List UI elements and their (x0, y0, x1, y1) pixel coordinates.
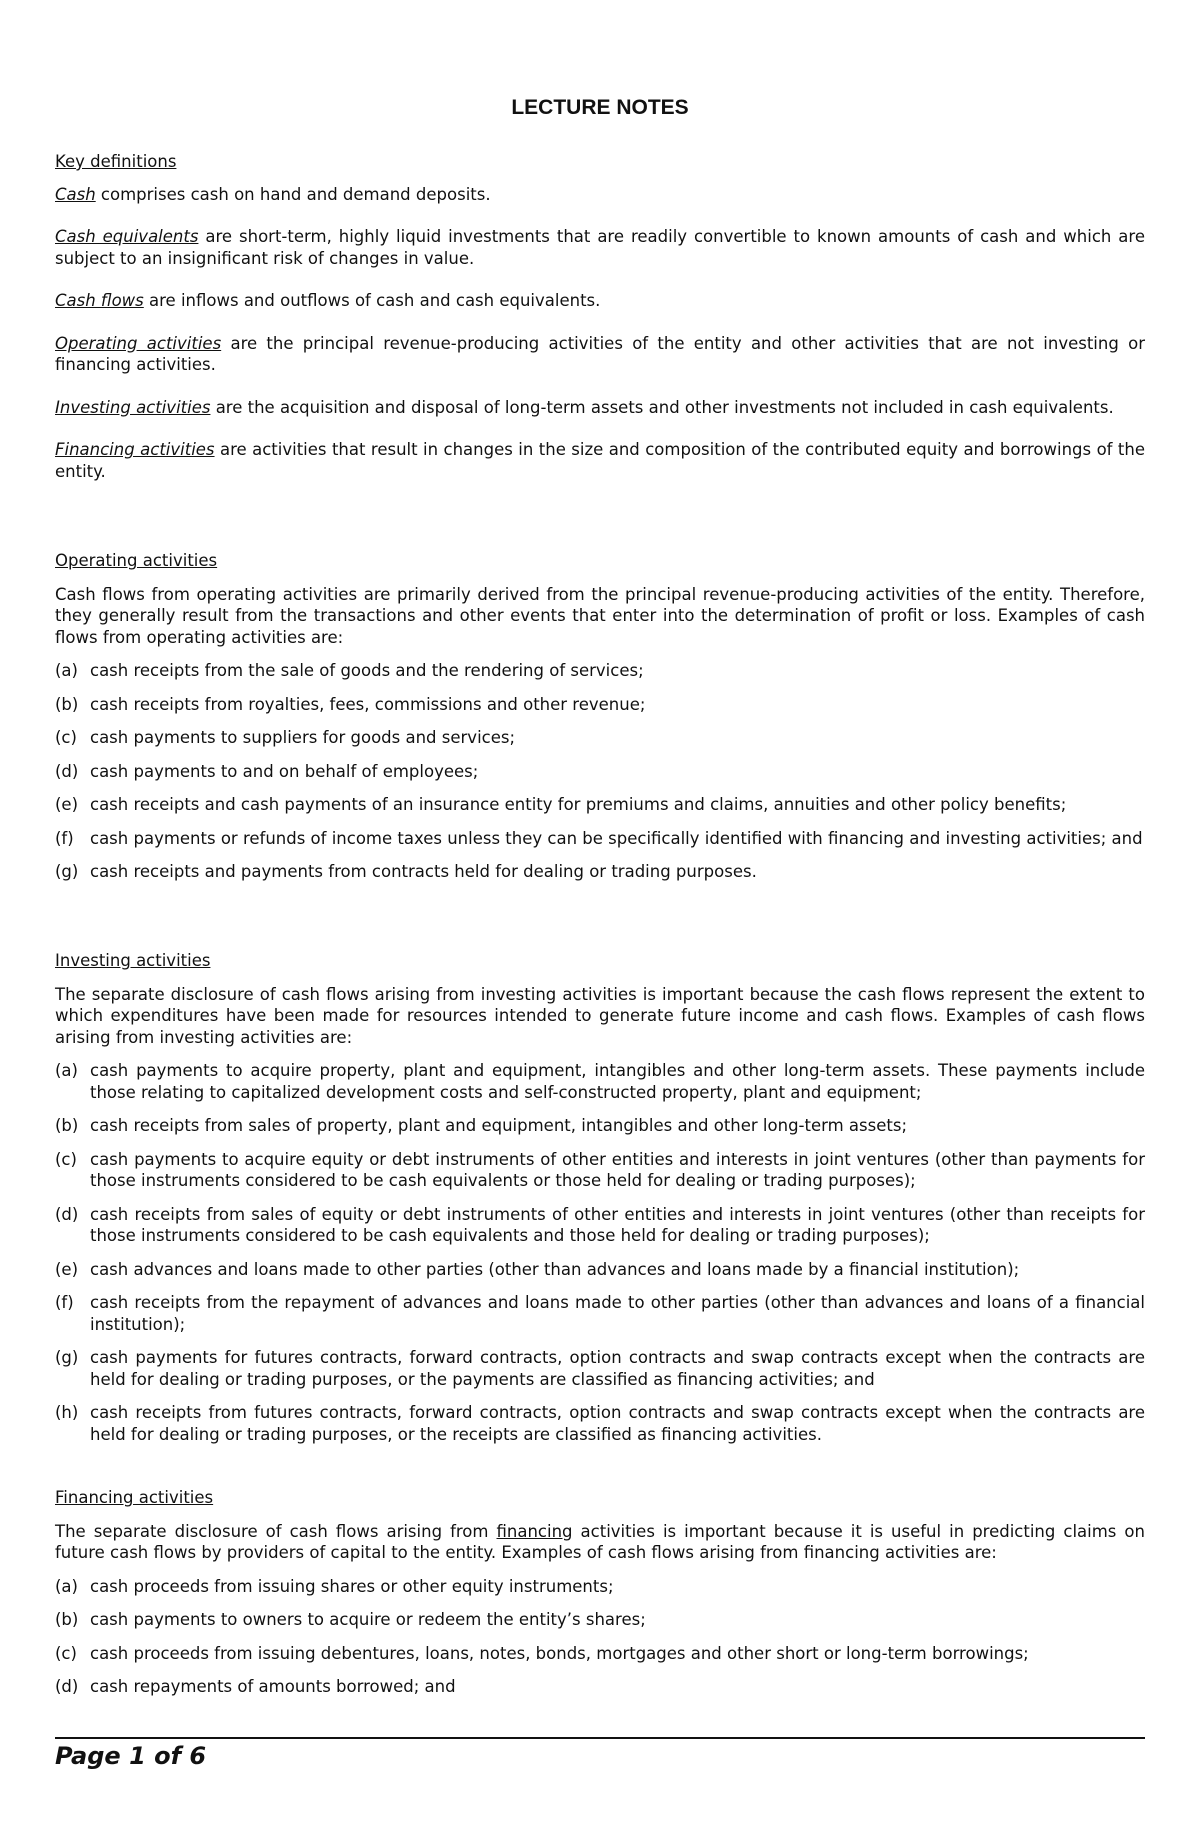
list-marker: (g) (55, 1348, 79, 1367)
list-item-text: cash payments to owners to acquire or redeem the entity’s shares; (90, 1610, 646, 1629)
list-marker: (d) (55, 761, 79, 781)
list-item-text: cash receipts from sales of equity or debt instruments of other entities and interests in joint ventures (other than receipts for those instruments considered to be cash equivalents and those held for dealing or trading purposes); (90, 1204, 1145, 1245)
list-marker: (d) (55, 1204, 79, 1224)
list-item (55, 1115, 1145, 1137)
financing-link: financing (496, 1521, 573, 1541)
list-marker: (c) (55, 728, 77, 747)
definition-term: Cash equivalents (55, 227, 199, 246)
list-item (55, 1576, 1145, 1598)
financing-activities-heading: Financing activities (55, 1488, 214, 1507)
investing-intro: The separate disclosure of cash flows arising from investing activities is important because the cash flows represent the extent to which expenditures have been made for resources intended to generate future income and cash flows. Examples of cash flows arising from investing activities are: (55, 984, 1145, 1047)
list-item (55, 1149, 1145, 1192)
list-item-text: cash receipts from royalties, fees, commissions and other revenue; (90, 694, 646, 714)
definition-cash-flows (55, 290, 1145, 312)
list-item-text: cash payments to acquire property, plant and equipment, intangibles and other long-term assets. These payments include those relating to capitalized development costs and self-constructed property, plant and equipment; (90, 1061, 1145, 1102)
key-definitions-section (55, 151, 1145, 482)
footer-rule (55, 1737, 1145, 1739)
definition-term: Cash flows (55, 291, 144, 310)
list-item-text: cash receipts from sales of property, plant and equipment, intangibles and other long-term assets; (90, 1116, 908, 1135)
key-definitions-heading: Key definitions (55, 152, 177, 171)
list-item (55, 794, 1145, 816)
list-marker: (h) (55, 1403, 79, 1422)
list-marker: (b) (55, 1116, 79, 1135)
list-marker: (a) (55, 1576, 78, 1596)
operating-list (55, 660, 1145, 883)
definition-text: are the acquisition and disposal of long-term assets and other investments not included in cash equivalents. (210, 397, 1114, 417)
list-marker: (g) (55, 862, 79, 881)
list-item-text: cash advances and loans made to other parties (other than advances and loans made by a financial institution); (90, 1259, 1020, 1279)
list-item (55, 1643, 1145, 1665)
list-marker: (b) (55, 1610, 79, 1629)
list-item (55, 1259, 1145, 1281)
list-item (55, 861, 1145, 883)
page-number: Page 1 of 6 (55, 1742, 207, 1770)
list-item-text: cash payments to suppliers for goods and services; (90, 728, 516, 747)
investing-activities-heading: Investing activities (55, 951, 211, 970)
list-marker: (d) (55, 1677, 79, 1696)
list-item-text: cash payments to acquire equity or debt instruments of other entities and interests in joint ventures (other than payments for those instruments considered to be cash equivalents or those held for dealing or trading purposes); (90, 1149, 1145, 1190)
definition-investing-activities (55, 397, 1145, 419)
definition-term: Investing activities (55, 397, 211, 417)
definition-term: Financing activities (55, 440, 215, 459)
financing-activities-section (55, 1487, 1145, 1698)
list-marker: (c) (55, 1149, 77, 1169)
operating-activities-section (55, 550, 1145, 883)
list-item (55, 1676, 1145, 1698)
list-item-text: cash receipts and cash payments of an insurance entity for premiums and claims, annuities and other policy benefits; (90, 795, 1067, 814)
list-item (55, 727, 1145, 749)
list-marker: (e) (55, 1259, 79, 1279)
investing-activities-section (55, 950, 1145, 1445)
definition-financing-activities (55, 439, 1145, 482)
intro-text: activities is important because it is useful in predicting claims on future cash flows by providers of capital to the entity. Examples of cash flows arising from financing activities are: (55, 1521, 1145, 1562)
list-marker: (f) (55, 1293, 74, 1312)
list-marker: (e) (55, 795, 79, 814)
list-item-text: cash proceeds from issuing shares or other equity instruments; (90, 1576, 614, 1596)
list-item-text: cash receipts from futures contracts, forward contracts, option contracts and swap contracts except when the contracts are held for dealing or trading purposes, or the receipts are classified as financing activities. (90, 1403, 1145, 1444)
list-marker: (f) (55, 828, 74, 848)
list-item (55, 1060, 1145, 1103)
list-item-text: cash payments or refunds of income taxes unless they can be specifically identified with financing and investing activities; and (90, 828, 1143, 848)
definition-cash (55, 184, 1145, 206)
definition-term: Operating activities (55, 333, 222, 353)
list-item (55, 1402, 1145, 1445)
definition-text: are the principal revenue-producing activities of the entity and other activities that are not investing or financing activities. (55, 333, 1145, 374)
operating-intro: Cash flows from operating activities are primarily derived from the principal revenue-producing activities of the entity. Therefore, they generally result from the transactions and other events that enter into the determination of profit or loss. Examples of cash flows from operating activities are: (55, 584, 1145, 647)
operating-activities-heading: Operating activities (55, 551, 218, 570)
list-item (55, 1609, 1145, 1631)
list-item-text: cash receipts from the sale of goods and the rendering of services; (90, 661, 644, 680)
financing-intro (55, 1521, 1145, 1564)
list-item-text: cash receipts and payments from contracts held for dealing or trading purposes. (90, 862, 757, 881)
list-item (55, 1347, 1145, 1390)
list-item-text: cash repayments of amounts borrowed; and (90, 1677, 456, 1696)
definition-cash-equivalents (55, 226, 1145, 269)
list-item (55, 1204, 1145, 1247)
list-marker: (b) (55, 694, 79, 714)
intro-text: The separate disclosure of cash flows arising from (55, 1521, 497, 1541)
list-marker: (c) (55, 1643, 77, 1663)
list-item-text: cash payments to and on behalf of employees; (90, 761, 479, 781)
list-item (55, 828, 1145, 850)
investing-list (55, 1060, 1145, 1445)
list-item-text: cash receipts from the repayment of advances and loans made to other parties (other than advances and loans of a financial institution); (90, 1293, 1145, 1334)
financing-list (55, 1576, 1145, 1698)
definition-term: Cash (55, 184, 96, 204)
definition-operating-activities (55, 333, 1145, 376)
list-item (55, 1292, 1145, 1335)
list-marker: (a) (55, 1061, 78, 1080)
page-title: LECTURE NOTES (511, 96, 689, 119)
definition-text: are activities that result in changes in the size and composition of the contributed equity and borrowings of the entity. (55, 440, 1145, 481)
list-item-text: cash proceeds from issuing debentures, loans, notes, bonds, mortgages and other short or long-term borrowings; (90, 1643, 1029, 1663)
list-item-text: cash payments for futures contracts, forward contracts, option contracts and swap contracts except when the contracts are held for dealing or trading purposes, or the payments are classified as financing activities; and (90, 1348, 1145, 1389)
list-item (55, 761, 1145, 783)
list-marker: (a) (55, 661, 78, 680)
definition-text: are inflows and outflows of cash and cash equivalents. (143, 291, 601, 310)
list-item (55, 694, 1145, 716)
list-item (55, 660, 1145, 682)
definition-text: are short-term, highly liquid investments that are readily convertible to known amounts of cash and which are subject to an insignificant risk of changes in value. (55, 227, 1145, 268)
definition-text: comprises cash on hand and demand deposits. (95, 184, 491, 204)
